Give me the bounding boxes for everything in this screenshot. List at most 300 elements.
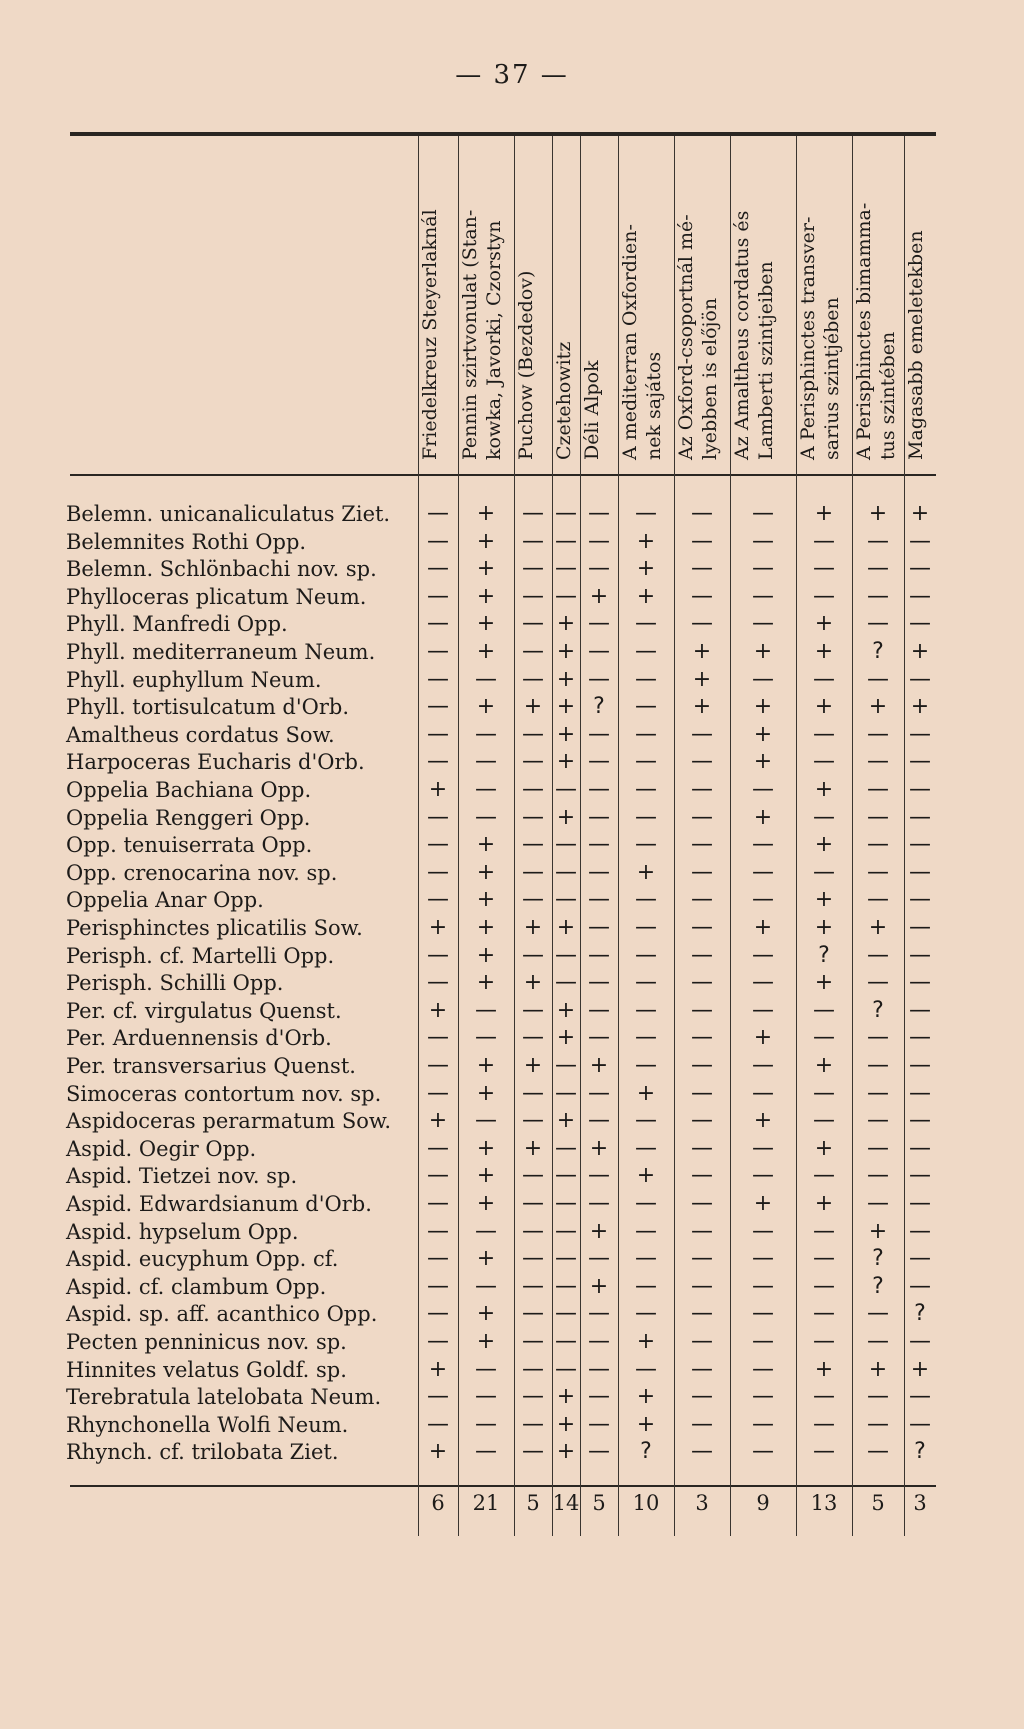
occurrence-mark: — [691,1356,713,1382]
occurrence-mark: — [427,1191,449,1216]
occurrence-mark: — [555,583,577,609]
occurrence-mark: — [752,1135,774,1161]
occurrence-mark: — [909,1025,931,1051]
column-header: Pennin szirtvonulat (Stan- kowka, Javorki, Czorstyn [459,209,505,460]
occurrence-mark: + [476,501,496,526]
occurrence-mark: — [752,1053,774,1078]
occurrence-mark: — [475,1108,497,1134]
column-total: 13 [810,1491,838,1515]
column-total: 6 [431,1491,445,1515]
occurrence-mark: — [475,721,497,747]
occurrence-mark: + [428,997,448,1023]
occurrence-mark: — [867,832,889,858]
occurrence-mark: + [636,583,656,609]
occurrence-mark: + [428,1356,448,1382]
occurrence-mark: — [588,997,610,1023]
occurrence-mark: + [868,915,888,940]
occurrence-mark: — [555,1191,577,1216]
occurrence-mark: — [909,1411,931,1437]
occurrence-mark: — [691,832,713,858]
occurrence-mark: — [635,749,657,775]
occurrence-mark: — [427,639,449,664]
occurrence-mark: — [635,611,657,637]
occurrence-mark: — [588,556,610,582]
occurrence-mark: — [691,1135,713,1161]
occurrence-mark: ? [818,942,830,968]
occurrence-mark: — [752,611,774,637]
species-name: Phyll. Manfredi Opp. [66,612,288,637]
occurrence-mark: — [909,749,931,775]
occurrence-mark: + [814,887,834,913]
occurrence-mark: — [909,611,931,637]
occurrence-mark: — [752,556,774,582]
occurrence-mark: — [909,1163,931,1189]
occurrence-mark: — [427,1329,449,1354]
occurrence-mark: — [522,1108,544,1134]
occurrence-mark: + [523,694,543,720]
occurrence-mark: + [523,915,543,940]
occurrence-mark: — [752,501,774,526]
occurrence-mark: — [752,1273,774,1299]
occurrence-mark: — [475,1411,497,1437]
occurrence-mark: — [691,1246,713,1272]
page-number: — 37 — [455,60,569,90]
occurrence-mark: + [753,639,773,664]
occurrence-mark: — [588,611,610,637]
occurrence-mark: — [813,1246,835,1272]
occurrence-mark: — [522,777,544,802]
occurrence-mark: — [867,942,889,968]
occurrence-mark: + [753,1108,773,1134]
occurrence-mark: + [476,639,496,664]
occurrence-mark: + [753,1025,773,1051]
occurrence-mark: — [588,639,610,664]
occurrence-mark: — [588,528,610,554]
occurrence-mark: + [692,694,712,720]
occurrence-mark: — [909,1135,931,1161]
occurrence-mark: — [635,1301,657,1327]
species-name: Aspid. Tietzei nov. sp. [66,1164,298,1189]
occurrence-mark: + [428,1108,448,1134]
species-name: Terebratula latelobata Neum. [66,1385,382,1410]
occurrence-mark: + [636,528,656,554]
occurrence-mark: — [909,942,931,968]
occurrence-mark: + [692,639,712,664]
column-total: 14 [552,1491,580,1515]
occurrence-mark: — [635,1246,657,1272]
occurrence-mark: — [909,832,931,858]
occurrence-mark: — [691,1301,713,1327]
column-header: Az Oxford-csoportnál mé- lyebben is előjön [675,214,721,460]
species-name: Perisph. cf. Martelli Opp. [66,943,335,968]
occurrence-mark: — [813,1329,835,1354]
occurrence-mark: — [427,970,449,996]
occurrence-mark: + [636,1080,656,1106]
column-header: A Perisphinctes transver- sarius szintjében [797,216,843,460]
occurrence-mark: — [813,1108,835,1134]
occurrence-mark: — [522,501,544,526]
occurrence-mark: — [522,1356,544,1382]
occurrence-mark: + [589,1273,609,1299]
occurrence-mark: ? [593,694,605,720]
occurrence-mark: + [910,501,930,526]
occurrence-mark: — [588,1301,610,1327]
occurrence-mark: — [635,1191,657,1216]
occurrence-mark: — [909,1384,931,1410]
occurrence-mark: + [814,970,834,996]
occurrence-mark: — [475,997,497,1023]
occurrence-mark: — [691,1273,713,1299]
occurrence-mark: + [589,1053,609,1078]
occurrence-mark: — [909,1053,931,1078]
occurrence-mark: + [556,804,576,830]
occurrence-mark: + [476,1163,496,1189]
occurrence-mark: + [476,832,496,858]
occurrence-mark: — [691,777,713,802]
occurrence-mark: + [556,639,576,664]
occurrence-mark: — [555,832,577,858]
occurrence-mark: — [691,1384,713,1410]
occurrence-mark: — [909,997,931,1023]
occurrence-mark: + [814,1191,834,1216]
occurrence-mark: — [427,1301,449,1327]
occurrence-mark: — [909,859,931,885]
occurrence-mark: — [588,1356,610,1382]
species-name: Hinnites velatus Goldf. sp. [66,1357,347,1382]
occurrence-mark: — [588,1329,610,1354]
occurrence-mark: ? [872,1273,884,1299]
occurrence-mark: + [476,694,496,720]
occurrence-mark: + [476,528,496,554]
occurrence-mark: — [635,1053,657,1078]
occurrence-mark: — [427,1053,449,1078]
column-total: 5 [526,1491,540,1515]
occurrence-mark: — [691,749,713,775]
occurrence-mark: — [813,583,835,609]
species-name: Phyll. tortisulcatum d'Orb. [66,695,350,720]
occurrence-mark: ? [872,1246,884,1272]
occurrence-mark: — [867,1025,889,1051]
occurrence-mark: — [522,1218,544,1244]
species-name: Amaltheus cordatus Sow. [66,722,335,747]
occurrence-mark: + [476,1080,496,1106]
occurrence-mark: — [752,528,774,554]
occurrence-mark: — [909,721,931,747]
occurrence-mark: — [909,1273,931,1299]
occurrence-mark: + [814,1053,834,1078]
occurrence-mark: — [427,1080,449,1106]
occurrence-mark: — [588,915,610,940]
occurrence-mark: — [691,1080,713,1106]
occurrence-mark: — [752,970,774,996]
occurrence-mark: + [753,694,773,720]
occurrence-mark: — [522,997,544,1023]
occurrence-mark: — [867,859,889,885]
occurrence-mark: — [588,1163,610,1189]
occurrence-mark: — [909,970,931,996]
occurrence-mark: — [635,915,657,940]
occurrence-mark: — [752,942,774,968]
occurrence-mark: — [475,1218,497,1244]
occurrence-mark: + [753,1191,773,1216]
occurrence-mark: + [523,1135,543,1161]
occurrence-mark: — [475,1356,497,1382]
occurrence-mark: + [753,804,773,830]
column-header: Az Amaltheus cordatus és Lamberti szintjeiben [731,210,777,460]
occurrence-mark: + [814,832,834,858]
column-header: Déli Alpok [581,360,603,460]
occurrence-mark: — [427,1163,449,1189]
column-total: 3 [913,1491,927,1515]
occurrence-mark: — [427,887,449,913]
occurrence-mark: — [813,997,835,1023]
occurrence-mark: — [588,749,610,775]
species-name: Oppelia Anar Opp. [66,888,264,913]
occurrence-mark: — [752,1218,774,1244]
occurrence-mark: — [867,777,889,802]
occurrence-mark: — [555,942,577,968]
occurrence-mark: + [556,997,576,1023]
column-total: 10 [632,1491,660,1515]
species-name: Opp. tenuiserrata Opp. [66,833,313,858]
occurrence-mark: — [813,1384,835,1410]
occurrence-mark: + [428,777,448,802]
occurrence-mark: — [691,997,713,1023]
occurrence-mark: — [867,1384,889,1410]
column-header: Magasabb emeletekben [905,230,927,460]
occurrence-mark: — [691,859,713,885]
occurrence-mark: — [909,1218,931,1244]
column-total: 3 [695,1491,709,1515]
occurrence-mark: + [556,1108,576,1134]
occurrence-mark: + [814,1135,834,1161]
occurrence-mark: + [556,694,576,720]
occurrence-mark: — [909,915,931,940]
occurrence-mark: + [589,1135,609,1161]
occurrence-mark: — [752,997,774,1023]
occurrence-mark: — [813,1025,835,1051]
occurrence-mark: — [427,1384,449,1410]
occurrence-mark: — [909,887,931,913]
species-name: Aspid. cf. clambum Opp. [66,1274,327,1299]
occurrence-mark: — [588,501,610,526]
occurrence-mark: — [635,1273,657,1299]
occurrence-mark: — [522,528,544,554]
occurrence-mark: — [427,1025,449,1051]
occurrence-mark: + [476,556,496,582]
occurrence-mark: — [635,887,657,913]
species-name: Aspid. Oegir Opp. [66,1136,257,1161]
occurrence-mark: + [556,1439,576,1465]
occurrence-mark: — [555,1218,577,1244]
species-name: Aspid. hypselum Opp. [66,1219,299,1244]
occurrence-mark: — [522,1080,544,1106]
occurrence-mark: + [428,915,448,940]
occurrence-mark: — [691,887,713,913]
occurrence-mark: — [427,1218,449,1244]
occurrence-mark: — [588,777,610,802]
occurrence-mark: — [909,1329,931,1354]
occurrence-mark: + [636,859,656,885]
occurrence-mark: + [476,1135,496,1161]
occurrence-mark: + [476,887,496,913]
species-name: Aspid. eucyphum Opp. cf. [66,1247,339,1272]
occurrence-mark: + [814,777,834,802]
occurrence-mark: — [813,528,835,554]
occurrence-mark: — [691,942,713,968]
occurrence-mark: + [589,1218,609,1244]
occurrence-mark: — [588,859,610,885]
occurrence-mark: — [427,942,449,968]
occurrence-mark: — [867,749,889,775]
occurrence-mark: — [635,666,657,692]
occurrence-mark: + [868,694,888,720]
occurrence-mark: — [635,997,657,1023]
occurrence-mark: — [752,832,774,858]
occurrence-mark: — [867,970,889,996]
species-name: Opp. crenocarina nov. sp. [66,860,338,885]
occurrence-mark: — [522,942,544,968]
occurrence-mark: — [813,1218,835,1244]
occurrence-mark: — [909,1246,931,1272]
occurrence-mark: — [691,1439,713,1465]
occurrence-mark: — [475,804,497,830]
occurrence-mark: — [813,1163,835,1189]
occurrence-mark: — [813,1080,835,1106]
occurrence-mark: — [752,1080,774,1106]
occurrence-mark: + [910,1356,930,1382]
occurrence-mark: — [427,694,449,720]
occurrence-mark: — [635,639,657,664]
occurrence-mark: — [427,1246,449,1272]
occurrence-mark: — [813,749,835,775]
occurrence-mark: — [691,804,713,830]
occurrence-mark: — [555,1135,577,1161]
occurrence-mark: + [476,583,496,609]
occurrence-mark: + [589,583,609,609]
occurrence-mark: — [522,1439,544,1465]
occurrence-mark: — [691,1411,713,1437]
occurrence-mark: — [867,666,889,692]
occurrence-mark: — [522,611,544,637]
occurrence-mark: — [867,1301,889,1327]
occurrence-mark: — [691,1163,713,1189]
occurrence-mark: — [909,583,931,609]
occurrence-mark: — [867,887,889,913]
species-name: Oppelia Bachiana Opp. [66,778,312,802]
occurrence-mark: — [752,1163,774,1189]
occurrence-mark: — [588,721,610,747]
occurrence-mark: — [475,1273,497,1299]
occurrence-mark: — [555,859,577,885]
occurrence-mark: — [555,1053,577,1078]
occurrence-mark: — [522,721,544,747]
occurrence-mark: + [476,859,496,885]
occurrence-mark: — [867,1135,889,1161]
occurrence-mark: — [555,1329,577,1354]
occurrence-mark: — [427,501,449,526]
occurrence-mark: — [522,1273,544,1299]
species-name: Belemn. unicanaliculatus Ziet. [66,502,391,526]
occurrence-mark: — [909,1191,931,1216]
occurrence-mark: — [475,777,497,802]
occurrence-mark: — [813,859,835,885]
occurrence-mark: + [556,721,576,747]
occurrence-mark: — [813,1411,835,1437]
species-name: Aspid. sp. aff. acanthico Opp. [66,1302,378,1327]
occurrence-mark: + [556,666,576,692]
occurrence-mark: — [475,1439,497,1465]
occurrence-mark: — [475,1025,497,1051]
occurrence-mark: — [909,666,931,692]
occurrence-mark: + [476,1301,496,1327]
occurrence-mark: — [635,970,657,996]
occurrence-mark: — [909,777,931,802]
occurrence-mark: — [691,1025,713,1051]
occurrence-mark: + [476,915,496,940]
table-header-rule [70,474,936,476]
occurrence-mark: — [867,1053,889,1078]
occurrence-mark: — [909,528,931,554]
occurrence-mark: — [555,1356,577,1382]
species-name: Per. transversarius Quenst. [66,1054,356,1078]
occurrence-mark: — [588,970,610,996]
occurrence-mark: — [867,611,889,637]
occurrence-mark: — [588,832,610,858]
occurrence-mark: + [556,915,576,940]
occurrence-mark: — [909,1080,931,1106]
occurrence-mark: — [427,666,449,692]
occurrence-mark: — [867,804,889,830]
occurrence-mark: — [522,832,544,858]
occurrence-mark: — [522,583,544,609]
column-total: 5 [592,1491,606,1515]
occurrence-mark: — [427,721,449,747]
occurrence-mark: — [813,556,835,582]
occurrence-mark: + [753,749,773,775]
occurrence-mark: — [522,1163,544,1189]
occurrence-mark: — [691,1329,713,1354]
occurrence-mark: — [867,583,889,609]
species-name: Aspid. Edwardsianum d'Orb. [66,1192,372,1216]
occurrence-mark: — [588,942,610,968]
occurrence-mark: — [555,777,577,802]
species-name: Phyll. mediterraneum Neum. [66,640,376,664]
occurrence-mark: — [635,1108,657,1134]
species-name: Belemn. Schlönbachi nov. sp. [66,557,377,582]
occurrence-mark: — [867,1080,889,1106]
occurrence-mark: — [522,1411,544,1437]
occurrence-mark: — [691,501,713,526]
occurrence-mark: + [476,611,496,637]
occurrence-mark: — [427,1135,449,1161]
column-header: Puchow (Bezdedov) [515,270,537,460]
occurrence-mark: — [588,1439,610,1465]
occurrence-mark: — [867,1439,889,1465]
occurrence-mark: — [635,1218,657,1244]
species-name: Perisph. Schilli Opp. [66,971,284,996]
occurrence-mark: — [588,1384,610,1410]
occurrence-mark: — [588,1080,610,1106]
occurrence-mark: — [813,666,835,692]
species-name: Pecten penninicus nov. sp. [66,1330,347,1354]
species-name: Perisphinctes plicatilis Sow. [66,916,363,940]
occurrence-mark: — [475,1384,497,1410]
occurrence-mark: — [691,1053,713,1078]
occurrence-mark: + [814,639,834,664]
occurrence-mark: — [427,749,449,775]
species-name: Harpoceras Eucharis d'Orb. [66,750,365,775]
